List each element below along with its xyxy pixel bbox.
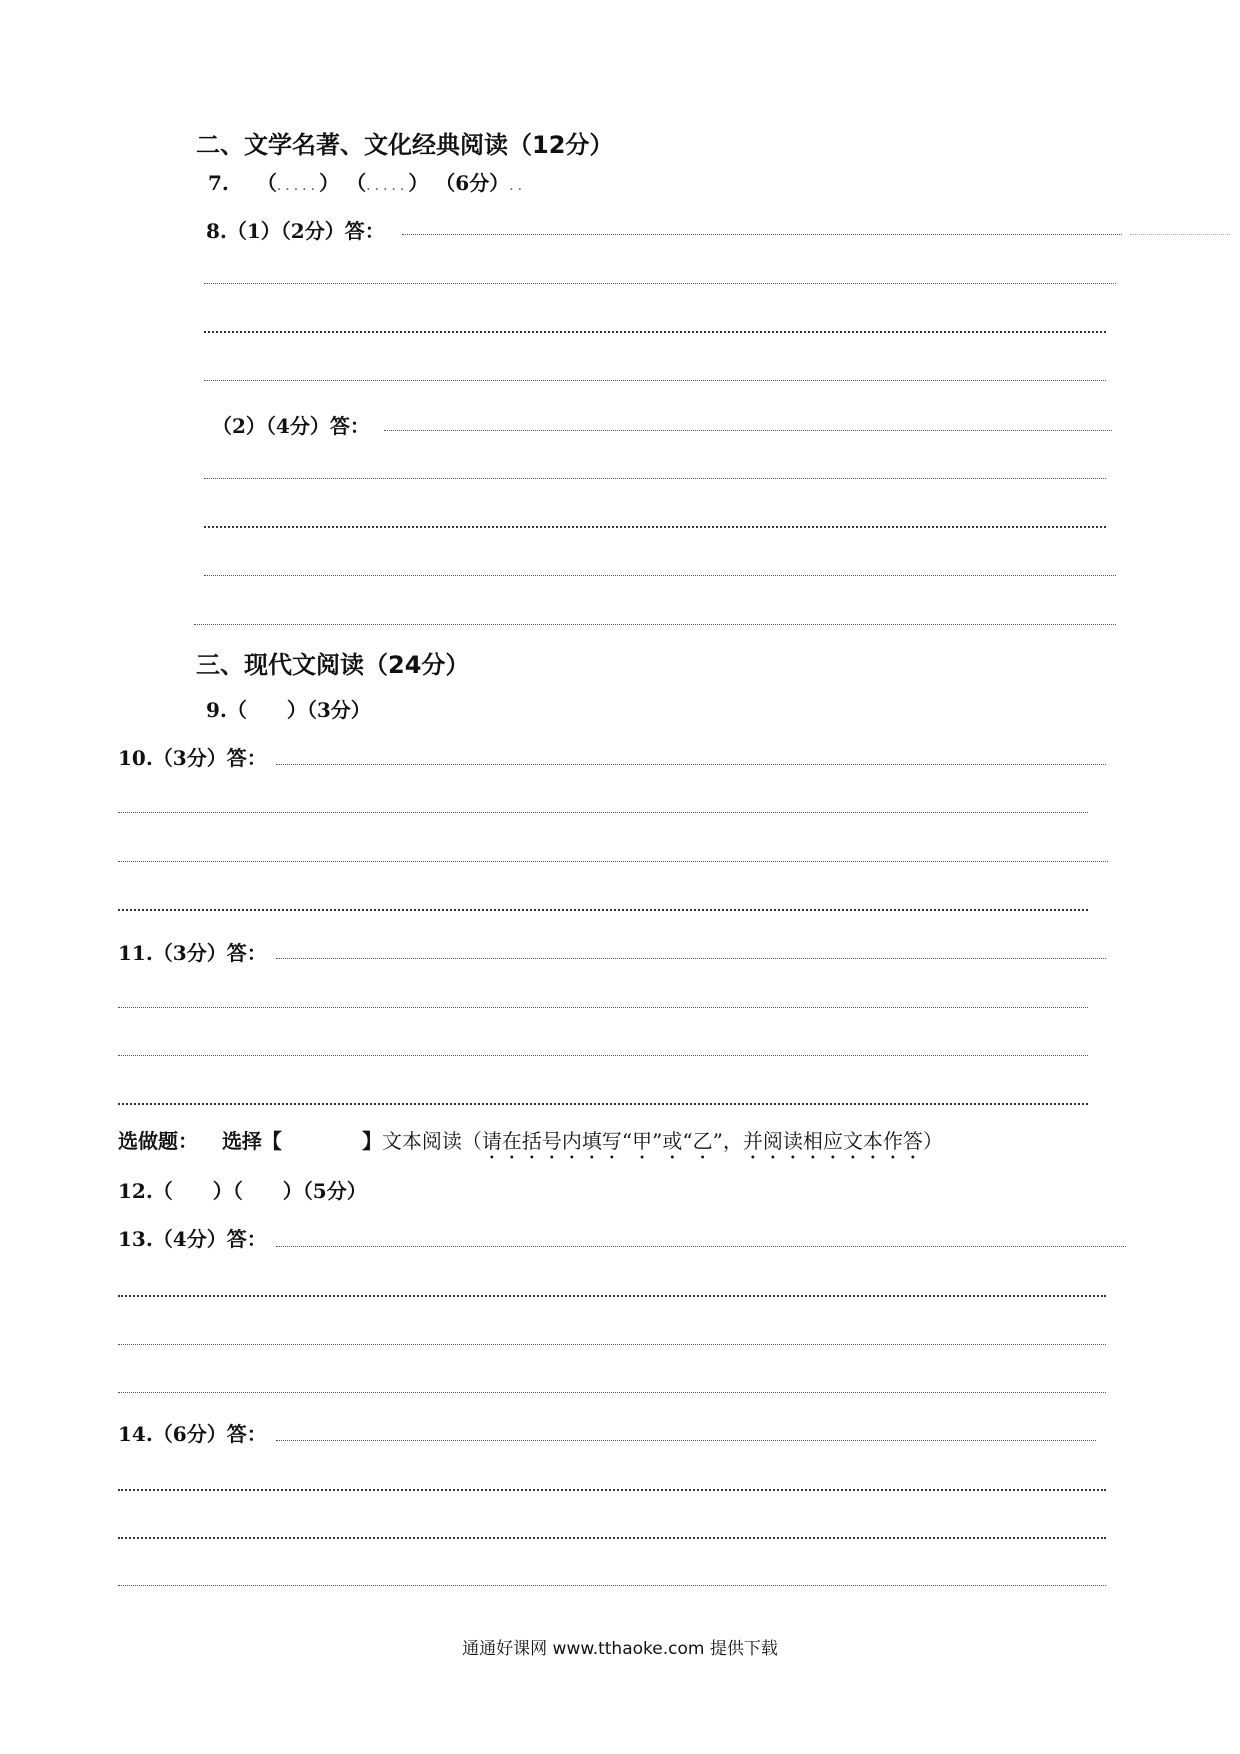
- question-7: 7. （.....） （.....） （6分）..: [208, 171, 527, 195]
- answer-line[interactable]: [204, 478, 1106, 479]
- optional-text-after: ）: [922, 1129, 943, 1153]
- footer-text: 通通好课网 www.tthaoke.com 提供下载: [462, 1639, 778, 1659]
- answer-line[interactable]: [118, 1537, 1106, 1539]
- answer-line[interactable]: [118, 1103, 1088, 1105]
- question-12-label: 12.（ ）（ ）（5分）: [118, 1179, 367, 1203]
- answer-line[interactable]: [118, 1489, 1106, 1491]
- q7-number: 7.: [208, 171, 229, 195]
- optional-instruction: 请在括号内填写“甲”或“乙”，并阅读相应文本作答: [481, 1129, 923, 1153]
- question-11-label: 11.（3分）答：: [118, 941, 267, 965]
- q7-close-1: ）: [319, 171, 340, 195]
- answer-line[interactable]: [276, 958, 1106, 959]
- question-8-1-label: 8.（1）（2分）答：: [206, 219, 385, 243]
- question-10-label: 10.（3分）答：: [118, 746, 267, 770]
- answer-line[interactable]: [384, 430, 1112, 431]
- question-9-label: 9.（ ）（3分）: [206, 698, 371, 722]
- q7-close-2: ）: [408, 171, 429, 195]
- answer-line[interactable]: [194, 624, 1116, 625]
- optional-text-before: 文本阅读（: [381, 1129, 482, 1153]
- answer-line[interactable]: [118, 1585, 1106, 1586]
- answer-line[interactable]: [204, 380, 1106, 381]
- answer-line[interactable]: [204, 526, 1106, 528]
- question-14-label: 14.（6分）答：: [118, 1422, 267, 1446]
- answer-line-extension: [1130, 234, 1230, 235]
- answer-line[interactable]: [118, 1055, 1088, 1056]
- answer-line[interactable]: [204, 575, 1116, 576]
- answer-line[interactable]: [402, 234, 1122, 235]
- section-2-heading: 二、文学名著、文化经典阅读（12分）: [196, 131, 614, 159]
- question-8-2-label: （2）（4分）答：: [212, 414, 370, 438]
- optional-close-bracket: 】: [361, 1129, 382, 1153]
- section-3-heading: 三、现代文阅读（24分）: [196, 651, 470, 679]
- answer-line[interactable]: [276, 764, 1106, 765]
- optional-question-instruction: [118, 1125, 943, 1164]
- answer-line[interactable]: [118, 909, 1088, 911]
- optional-choose: 选择【: [221, 1129, 282, 1153]
- answer-line[interactable]: [118, 861, 1108, 862]
- answer-line[interactable]: [276, 1246, 1126, 1247]
- optional-prefix: 选做题：: [118, 1129, 198, 1153]
- answer-line[interactable]: [118, 812, 1088, 813]
- q7-open-2: （: [346, 171, 367, 195]
- answer-line[interactable]: [204, 331, 1106, 333]
- q7-open-1: （: [256, 171, 277, 195]
- answer-line[interactable]: [118, 1392, 1106, 1393]
- answer-line[interactable]: [118, 1344, 1106, 1345]
- answer-line[interactable]: [118, 1007, 1088, 1008]
- question-13-label: 13.（4分）答：: [118, 1227, 267, 1251]
- answer-line[interactable]: [276, 1440, 1096, 1441]
- answer-line[interactable]: [204, 283, 1116, 284]
- q7-score: （6分）: [435, 171, 510, 195]
- answer-line[interactable]: [118, 1295, 1106, 1297]
